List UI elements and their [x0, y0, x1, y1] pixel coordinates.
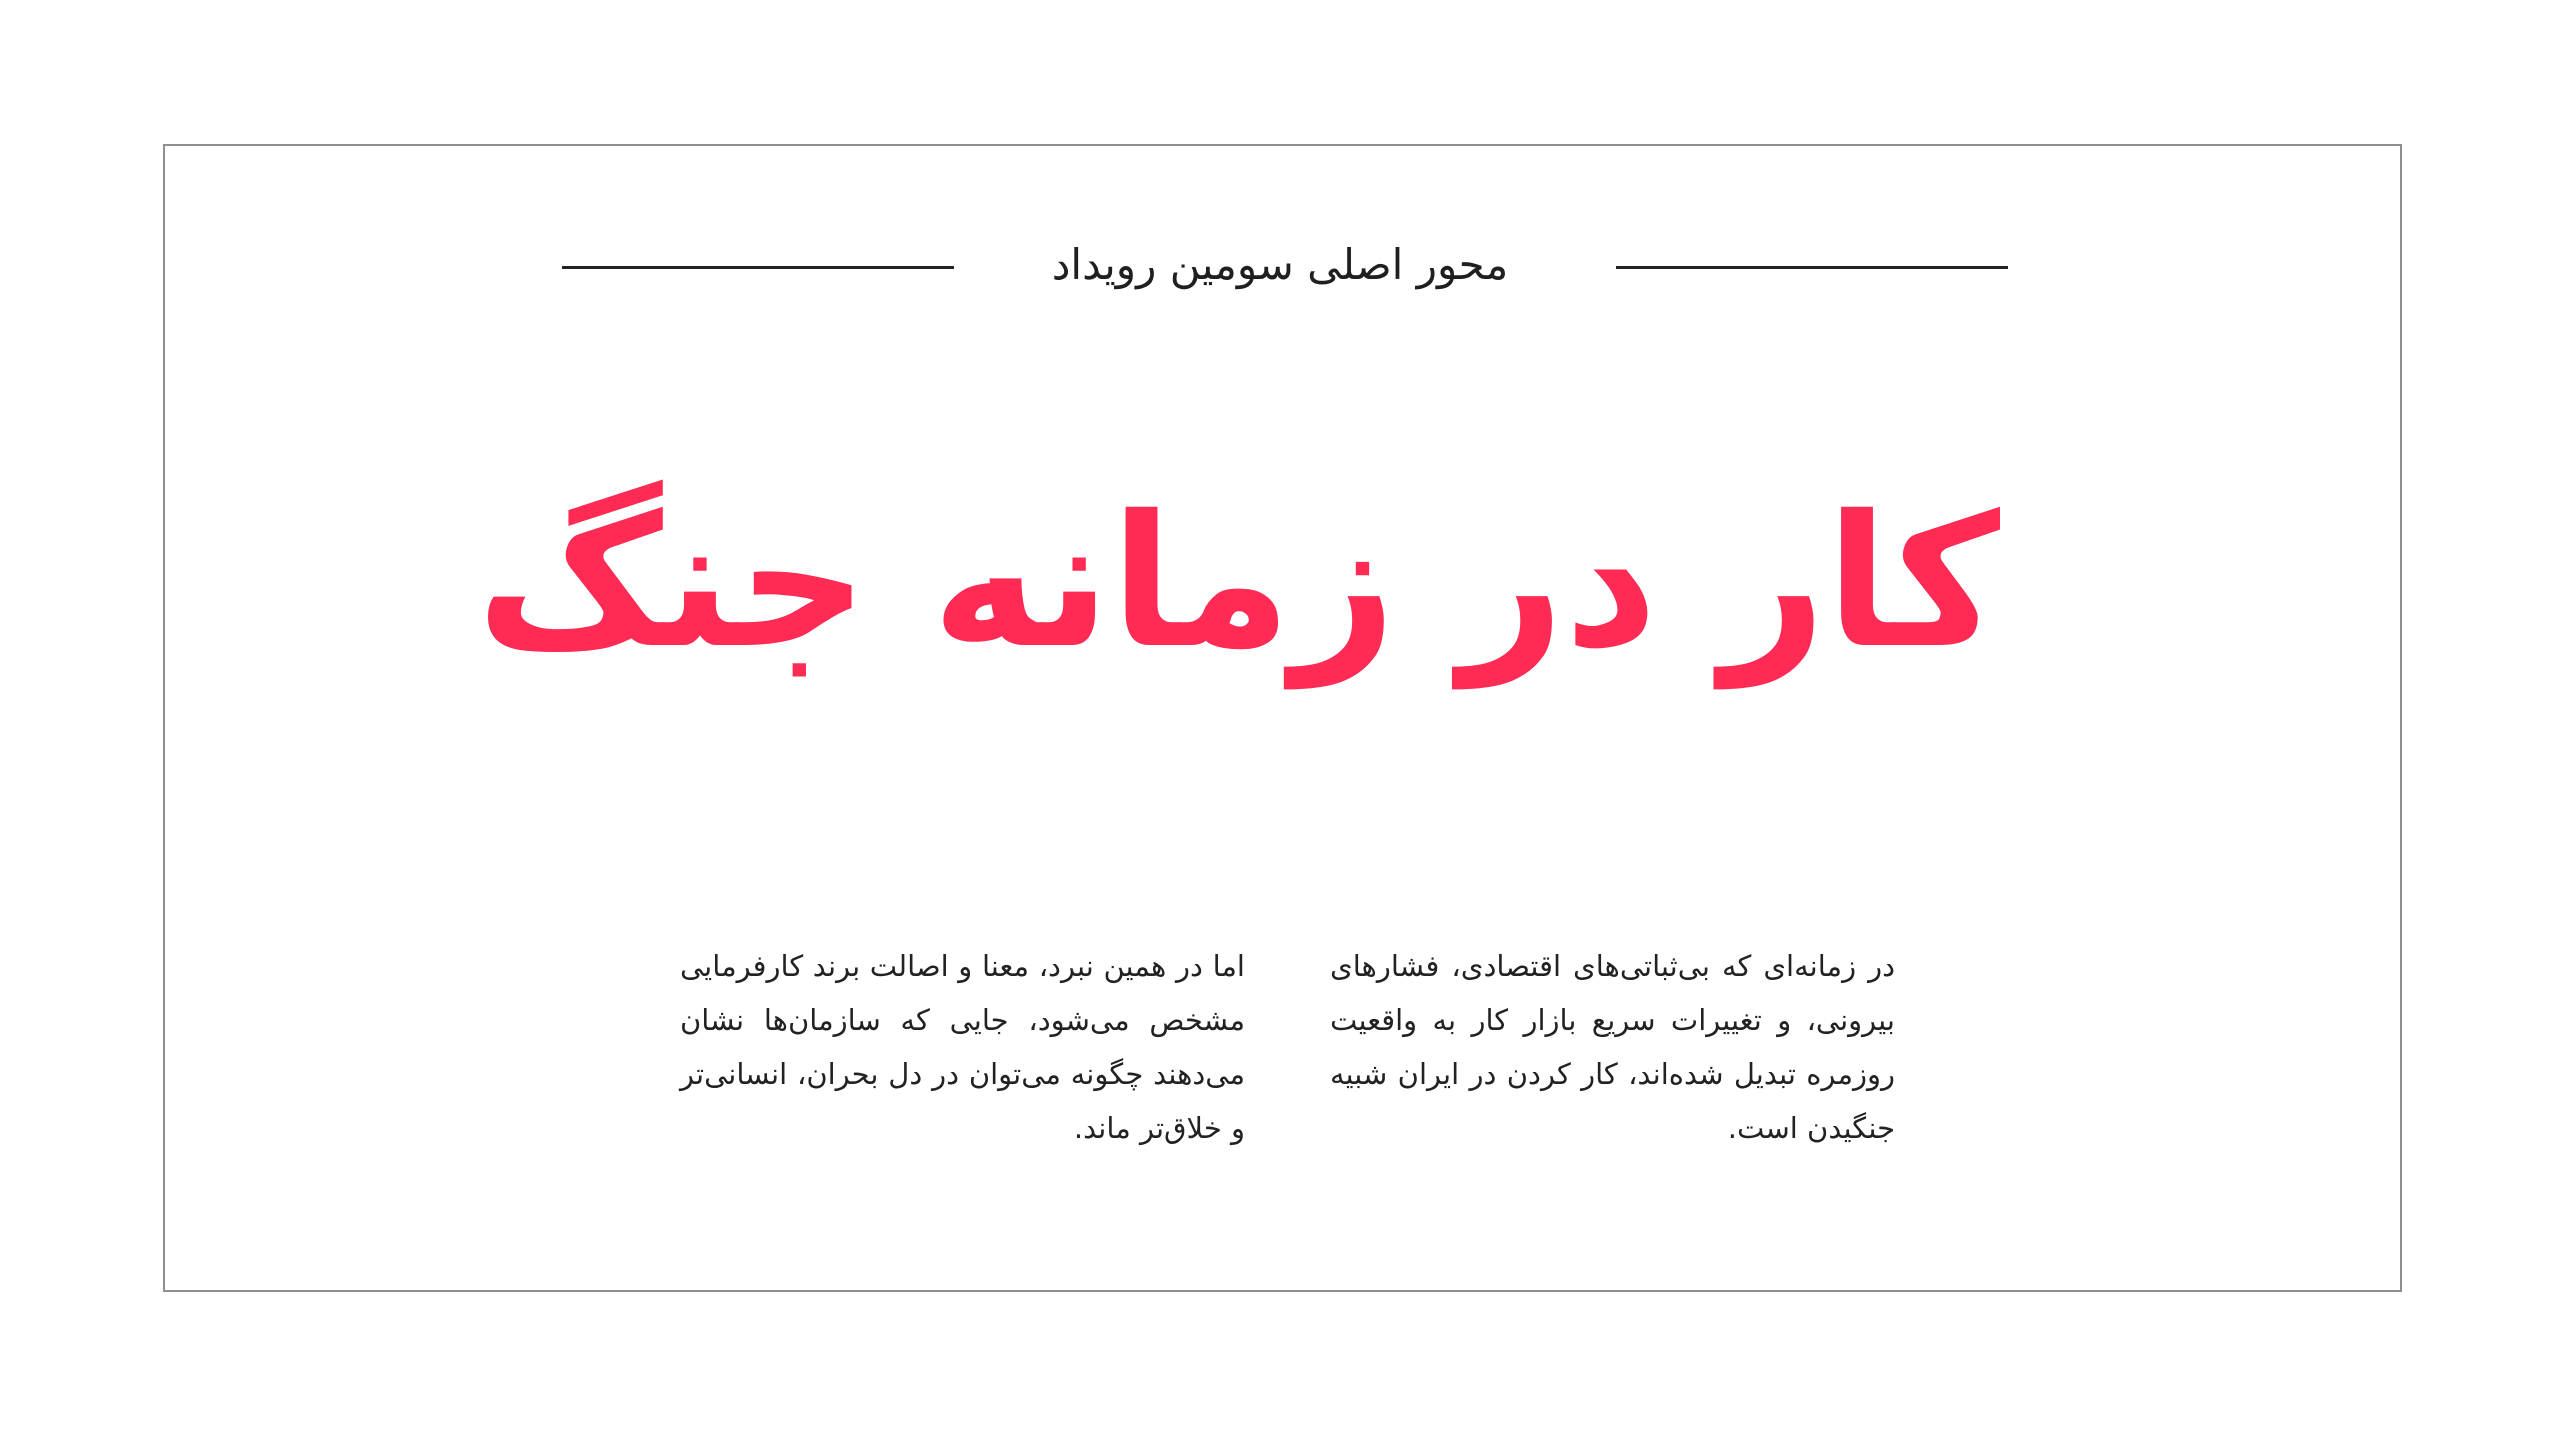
right-divider: [1616, 266, 2008, 269]
intro-paragraph-left: اما در همین نبرد، معنا و اصالت برند کارفرمایی مشخص می‌شود، جایی که سازمان‌ها نشان می‌دهند چگونه می‌توان در دل بحران، انسانی‌تر و خلاق‌تر ماند.: [680, 949, 1245, 1145]
hero-title: کار در زمانه جنگ: [476, 476, 2000, 688]
content-frame: [163, 144, 2402, 1292]
event-main-theme-title: محور اصلی سومین رویداد: [1051, 240, 1509, 289]
section-header: [0, 230, 2560, 300]
left-divider: [562, 266, 954, 269]
intro-paragraph-right: در زمانه‌ای که بی‌ثباتی‌های اقتصادی، فشارهای بیرونی، و تغییرات سریع بازار کار به واقعیت روزمره تبدیل شده‌اند، کار کردن در ایران شبیه جنگیدن است.: [1330, 949, 1895, 1145]
